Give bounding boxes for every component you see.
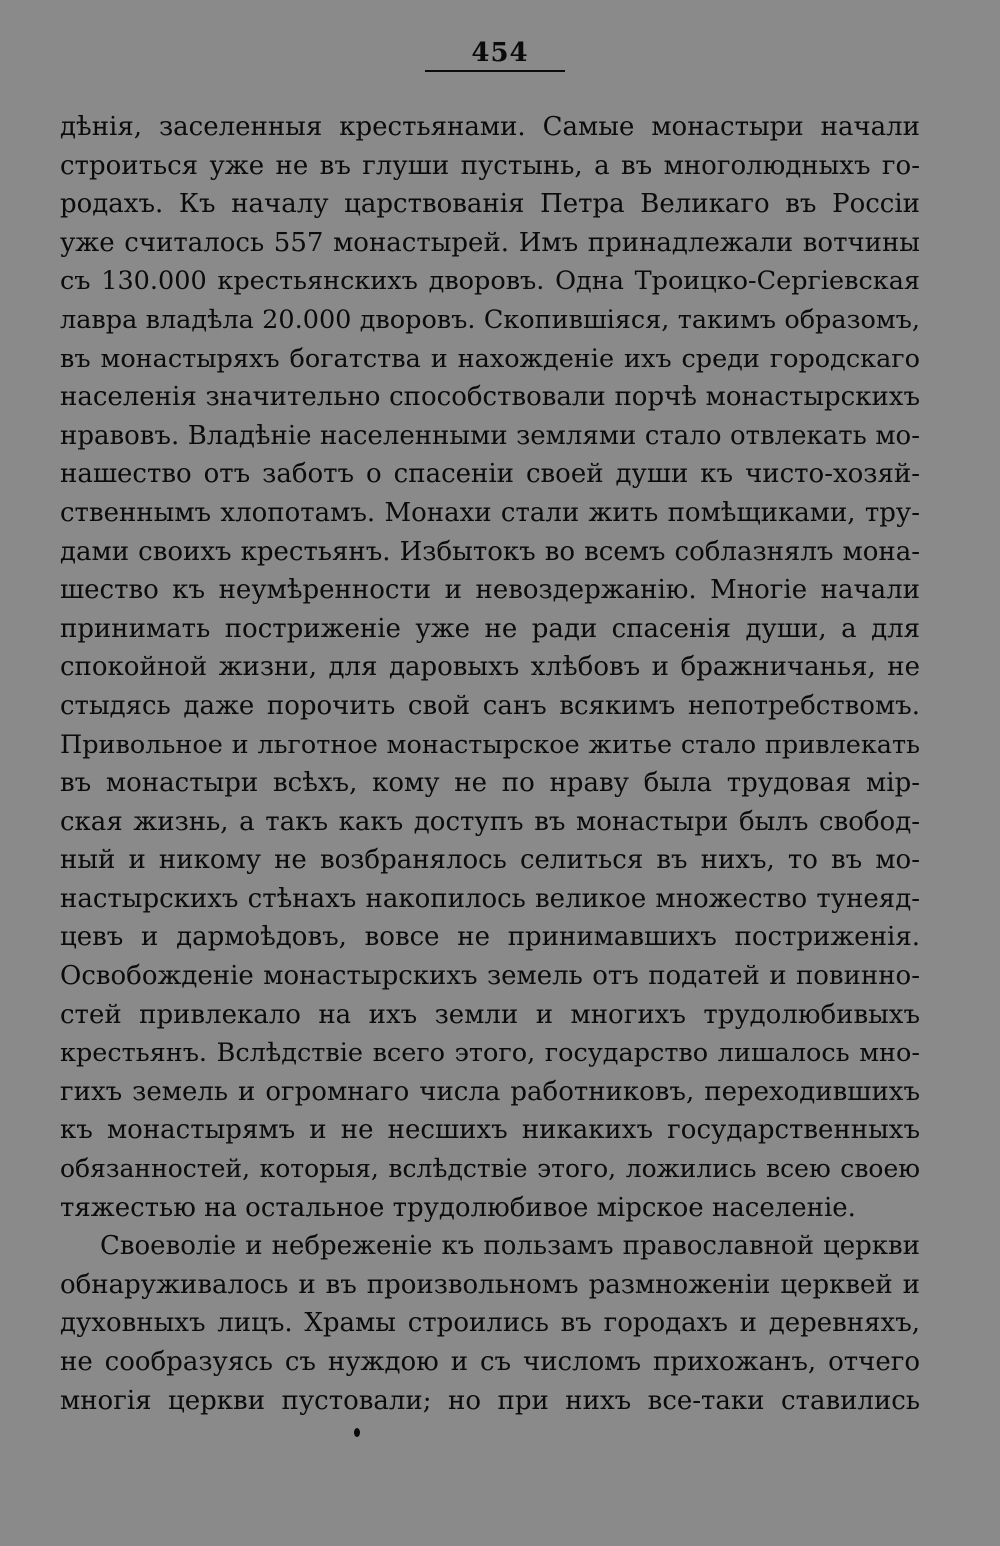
paragraph-2 (60, 1227, 920, 1420)
text-line: къ монастырямъ и не несшихъ никакихъ государственныхъ (60, 1115, 920, 1146)
text-line: обнаруживалось и въ произвольномъ размноженіи церквей и (60, 1269, 920, 1300)
text-line: обязанностей, которыя, вслѣдствіе этого, ложились всею своею (60, 1154, 920, 1184)
text-line: лавра владѣла 20.000 дворовъ. Скопившіяся, такимъ образомъ, (60, 304, 920, 335)
text-line: Освобожденіе монастырскихъ земель отъ податей и повинно- (60, 961, 920, 992)
text-line: нравовъ. Владѣніе населенными землями стало отвлекать мо- (60, 420, 920, 451)
text-line: гихъ земель и огромнаго числа работниковъ, переходившихъ (60, 1076, 920, 1107)
page-number: 454 (471, 38, 529, 68)
text-line: въ монастыри всѣхъ, кому не по нраву была трудовая мір- (60, 768, 920, 799)
text-line: Своеволіе и небреженіе къ пользамъ православной церкви (100, 1231, 920, 1262)
text-line: духовныхъ лицъ. Храмы строились въ городахъ и деревняхъ, (60, 1308, 920, 1339)
text-line: ственнымъ хлопотамъ. Монахи стали жить помѣщиками, тру- (60, 497, 920, 528)
body-text (60, 108, 920, 1420)
text-line: строиться уже не въ глуши пустынь, а въ многолюдныхъ го- (60, 150, 920, 181)
text-line: населенія значительно способствовали порчѣ монастырскихъ (60, 382, 920, 413)
text-line: цевъ и дармоѣдовъ, вовсе не принимавшихъ постриженія. (60, 922, 920, 953)
text-line: дами своихъ крестьянъ. Избытокъ во всемъ соблазнялъ мона- (60, 536, 920, 567)
text-line: тяжестью на остальное трудолюбивое мірское населеніе. (60, 1192, 856, 1223)
text-line: нашество отъ заботъ о спасеніи своей души къ чисто-хозяй- (60, 459, 920, 490)
paragraph-1 (60, 108, 920, 1227)
text-line: уже считалось 557 монастырей. Имъ принадлежали вотчины (60, 227, 920, 258)
ink-speck (354, 1428, 360, 1437)
text-line: въ монастыряхъ богатства и нахожденіе ихъ среди городскаго (60, 343, 920, 374)
text-line: шество къ неумѣренности и невоздержанію. Многіе начали (60, 575, 920, 606)
text-line: настырскихъ стѣнахъ накопилось великое множество тунеяд- (60, 883, 920, 914)
text-line: стыдясь даже порочить свой санъ всякимъ непотребствомъ. (60, 690, 920, 721)
page-number-rule (425, 70, 565, 72)
text-line: крестьянъ. Вслѣдствіе всего этого, государство лишалось мно- (60, 1038, 920, 1069)
text-line: ный и никому не возбранялось селиться въ нихъ, то въ мо- (60, 845, 920, 876)
text-line: не сообразуясь съ нуждою и съ числомъ прихожанъ, отчего (60, 1347, 920, 1377)
text-line: съ 130.000 крестьянскихъ дворовъ. Одна Троицко-Сергіевская (60, 266, 920, 297)
text-line: стей привлекало на ихъ земли и многихъ трудолюбивыхъ (60, 999, 920, 1030)
text-line: родахъ. Къ началу царствованія Петра Великаго въ Россіи (60, 189, 920, 220)
text-line: дѣнія, заселенныя крестьянами. Самые монастыри начали (60, 112, 920, 142)
text-line: принимать постриженіе уже не ради спасенія души, а для (60, 613, 920, 644)
text-line: ская жизнь, а такъ какъ доступъ въ монастыри былъ свобод- (60, 806, 920, 837)
text-line: спокойной жизни, для даровыхъ хлѣбовъ и бражничанья, не (60, 652, 920, 683)
text-line: многія церкви пустовали; но при нихъ все-таки ставились (60, 1385, 920, 1416)
text-line: Привольное и льготное монастырское житье стало привлекать (60, 729, 920, 760)
